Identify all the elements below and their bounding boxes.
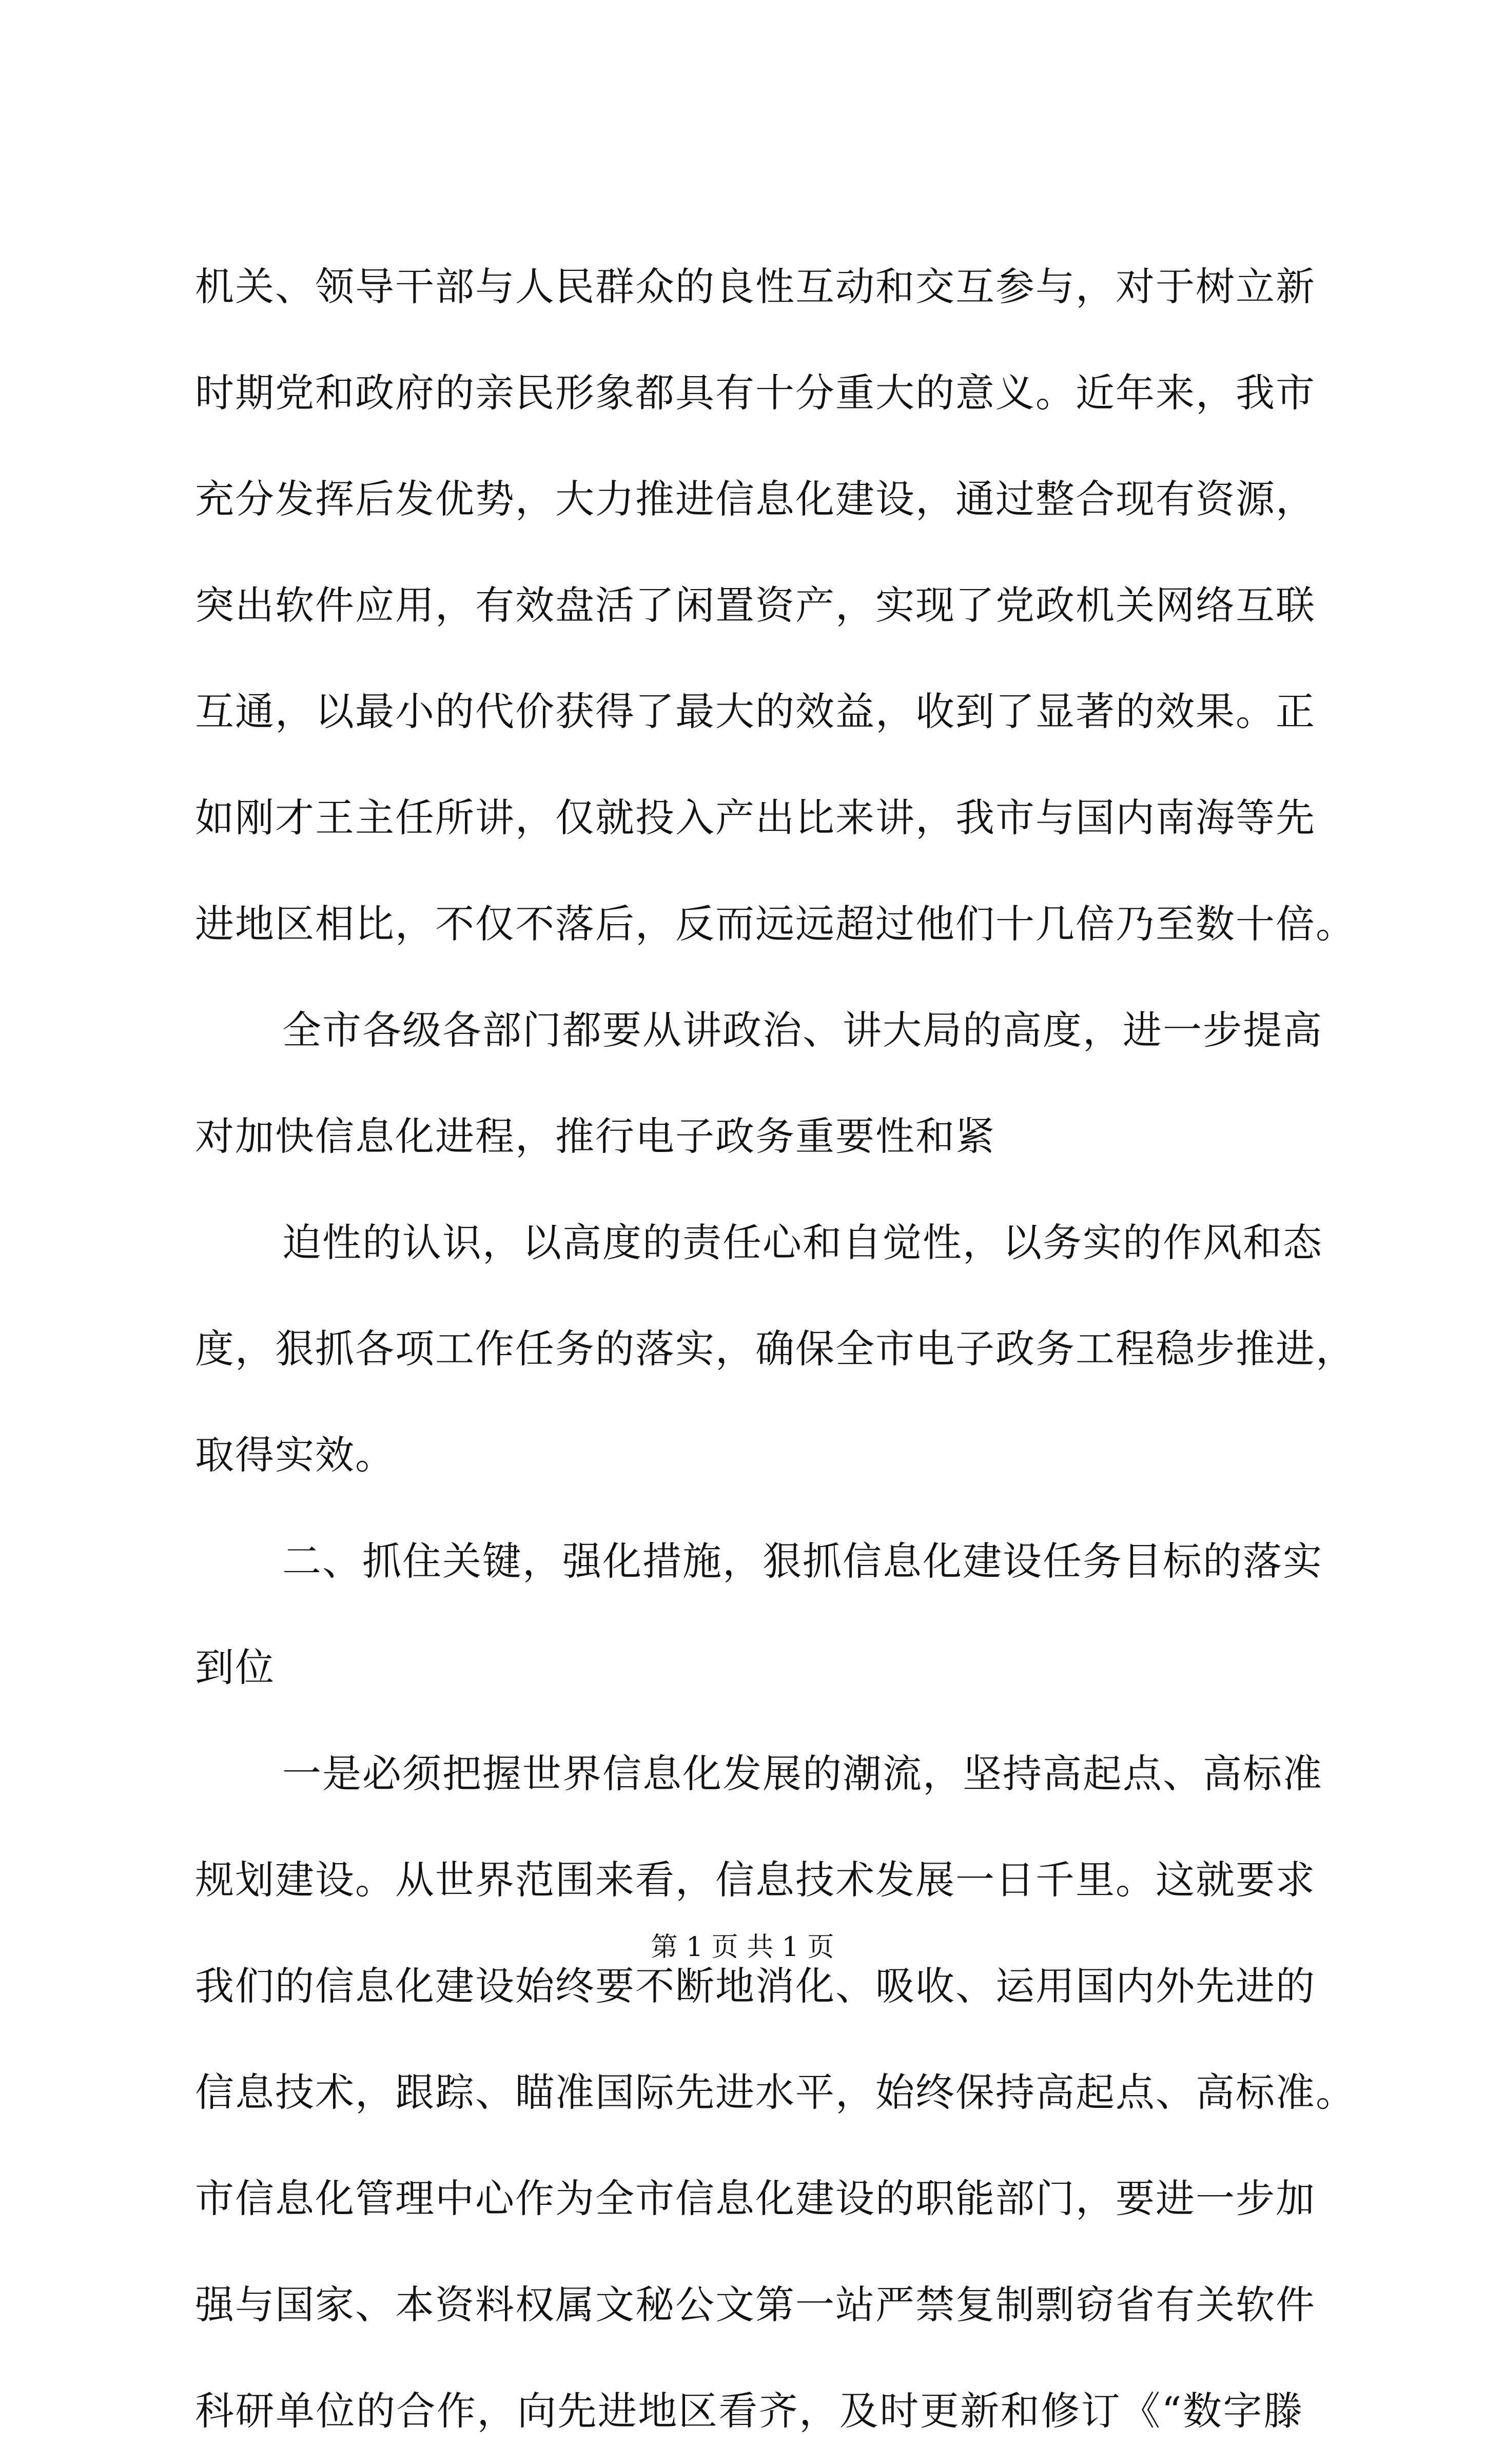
text-line: 强与国家、本资料权属文秘公文第一站严禁复制剽窃省有关软件 — [195, 2282, 1316, 2328]
text-line: 市信息化管理中心作为全市信息化建设的职能部门，要进一步加 — [195, 2176, 1316, 2221]
text-line: 如刚才王主任所讲，仅就投入产出比来讲，我市与国内南海等先 — [195, 795, 1316, 840]
document-body — [195, 233, 1356, 2464]
section-heading-line: 二、抓住关键，强化措施，狠抓信息化建设任务目标的落实 — [282, 1538, 1323, 1584]
text-line: 进地区相比，不仅不落后，反而远远超过他们十几倍乃至数十倍。 — [195, 901, 1356, 947]
section-heading-line: 到位 — [195, 1645, 275, 1690]
text-line: 规划建设。从世界范围来看，信息技术发展一日千里。这就要求 — [195, 1857, 1316, 1903]
text-line: 全市各级各部门都要从讲政治、讲大局的高度，进一步提高 — [282, 1007, 1323, 1053]
text-line: 迫性的认识，以高度的责任心和自觉性，以务实的作风和态 — [282, 1220, 1323, 1265]
text-line: 我们的信息化建设始终要不断地消化、吸收、运用国内外先进的 — [195, 1963, 1316, 2009]
text-line: 对加快信息化进程，推行电子政务重要性和紧 — [195, 1113, 995, 1159]
text-line: 时期党和政府的亲民形象都具有十分重大的意义。近年来，我市 — [195, 370, 1316, 416]
text-line: 突出软件应用，有效盘活了闲置资产，实现了党政机关网络互联 — [195, 582, 1316, 628]
text-line: 科研单位的合作，向先进地区看齐，及时更新和修订《“数字滕 — [195, 2388, 1303, 2434]
text-line: 机关、领导干部与人民群众的良性互动和交互参与，对于树立新 — [195, 264, 1316, 309]
text-line: 信息技术，跟踪、瞄准国际先进水平，始终保持高起点、高标准。 — [195, 2069, 1356, 2115]
text-line: 一是必须把握世界信息化发展的潮流，坚持高起点、高标准 — [282, 1751, 1323, 1796]
text-line: 互通，以最小的代价获得了最大的效益，收到了显著的效果。正 — [195, 689, 1316, 734]
text-line: 充分发挥后发优势，大力推进信息化建设，通过整合现有资源， — [195, 476, 1316, 522]
page-number-footer: 第 1 页 共 1 页 — [651, 1932, 834, 1963]
text-line: 取得实效。 — [195, 1432, 395, 1478]
text-line: 度，狠抓各项工作任务的落实，确保全市电子政务工程稳步推进， — [195, 1326, 1356, 1372]
